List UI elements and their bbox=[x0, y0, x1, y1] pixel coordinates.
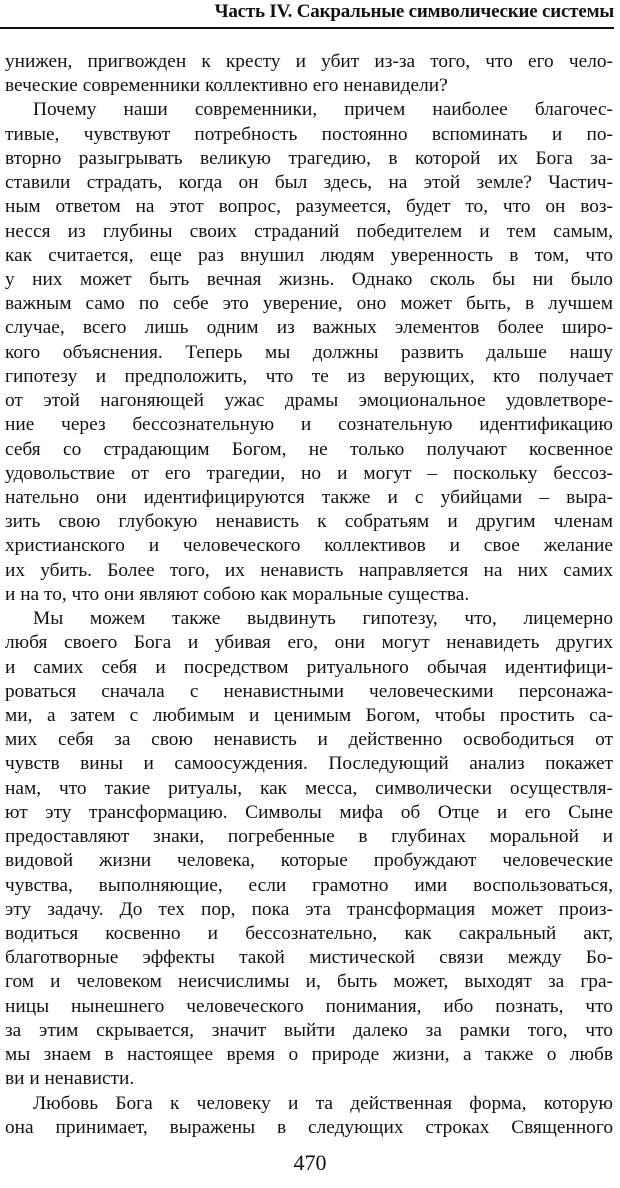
text-line: Любовь Бога к человеку и та действенная форма, которую bbox=[33, 1092, 613, 1114]
text-line: Мы можем также выдвинуть гипотезу, что, лицемерно bbox=[33, 608, 613, 630]
text-line: ют эту трансформацию. Символы мифа об Отце и его Сыне bbox=[5, 801, 613, 823]
text-line: ставили страдать, когда он был здесь, на этой земле? Частич- bbox=[5, 172, 613, 194]
text-line: веческие современники коллективно его ненавидели? bbox=[5, 75, 448, 97]
text-line: мих себя за свою ненависть и действенно освободиться от bbox=[5, 729, 613, 751]
text-line: ным ответом на этот вопрос, разумеется, будет то, что он воз- bbox=[5, 196, 613, 218]
text-line: удовольствие от его трагедии, но и могут – поскольку бессоз- bbox=[5, 462, 613, 484]
text-line: чувств вины и самоосуждения. Последующий анализ покажет bbox=[5, 753, 613, 775]
text-line: гом и человеком неисчислимы и, быть может, выходят за гра- bbox=[5, 971, 613, 993]
text-line: она принимает, выражены в следующих строках Священного bbox=[5, 1116, 613, 1138]
text-line: вторно разыгрывать великую трагедию, в которой их Бога за- bbox=[5, 147, 613, 169]
text-line: ви и ненависти. bbox=[5, 1068, 135, 1090]
running-head: Часть IV. Сакральные символические системы bbox=[214, 1, 614, 22]
text-line: ми, а затем с любимым и ценимым Богом, чтобы простить са- bbox=[5, 705, 613, 726]
text-line: эту задачу. До тех пор, пока эта трансформация может произ- bbox=[5, 898, 613, 920]
text-line: у них может быть вечная жизнь. Однако сколь бы ни было bbox=[5, 269, 613, 290]
text-line: благотворные эффекты такой мистической связи между Бо- bbox=[5, 947, 613, 969]
text-line: нательно они идентифицируются также и с убийцами – выра- bbox=[5, 487, 613, 508]
text-line: чувства, выполняющие, если грамотно ими воспользоваться, bbox=[5, 874, 613, 896]
text-line: как считается, еще раз внушил людям уверенность в том, что bbox=[5, 244, 613, 266]
text-line: предоставляют знаки, погребенные в глубинах моральной и bbox=[5, 826, 613, 848]
text-line: роваться сначала с ненавистными человеческими персонажа- bbox=[5, 680, 613, 702]
text-line: ницы нынешнего человеческого понимания, ибо познать, что bbox=[5, 995, 613, 1017]
text-line: несся из глубины своих страданий победителем и тем самым, bbox=[5, 220, 613, 242]
text-line: видовой жизни человека, которые пробуждают человеческие bbox=[5, 850, 613, 872]
text-line: себя со страдающим Богом, не только получают косвенное bbox=[5, 438, 613, 460]
text-line: важным само по себе это уверение, оно может быть, в лучшем bbox=[5, 293, 613, 315]
text-line: кого объяснения. Теперь мы должны развить дальше нашу bbox=[5, 341, 613, 363]
text-line: случае, всего лишь одним из важных элементов более широ- bbox=[5, 317, 613, 339]
text-line: и самих себя и посредством ритуального обычая идентифици- bbox=[5, 656, 613, 678]
text-line: водиться косвенно и бессознательно, как сакральный акт, bbox=[5, 923, 613, 944]
header-rule bbox=[0, 27, 614, 29]
text-line: гипотезу и предположить, что те из верующих, кто получает bbox=[5, 365, 613, 387]
text-line: за этим скрывается, значит выйти далеко за рамки того, что bbox=[5, 1019, 613, 1041]
text-line: христианского и человеческого коллективов и свое желание bbox=[5, 535, 613, 557]
page-number: 470 bbox=[293, 1150, 327, 1175]
text-line: и на то, что они являют собою как моральные существа. bbox=[5, 583, 470, 605]
text-line: мы знаем в настоящее время о природе жизни, а также о любв bbox=[5, 1044, 613, 1066]
text-line: Почему наши современники, причем наиболее благочес- bbox=[33, 99, 613, 121]
text-line: нам, что такие ритуалы, как месса, символически осуществля- bbox=[5, 777, 613, 799]
text-line: от этой нагоняющей ужас драмы эмоциональное удовлетворе- bbox=[5, 390, 613, 412]
text-line: любя своего Бога и убивая его, они могут ненавидеть других bbox=[5, 632, 613, 654]
text-line: зить свою глубокую ненависть к собратьям и другим членам bbox=[5, 511, 613, 533]
text-line: унижен, пригвожден к кресту и убит из-за того, что его чело- bbox=[5, 51, 613, 72]
text-line: ние через бессознательную и сознательную идентификацию bbox=[5, 414, 613, 436]
text-line: тивые, чувствуют потребность постоянно вспоминать и по- bbox=[5, 123, 613, 145]
text-line: их убить. Более того, их ненависть направляется на них самих bbox=[5, 559, 613, 581]
